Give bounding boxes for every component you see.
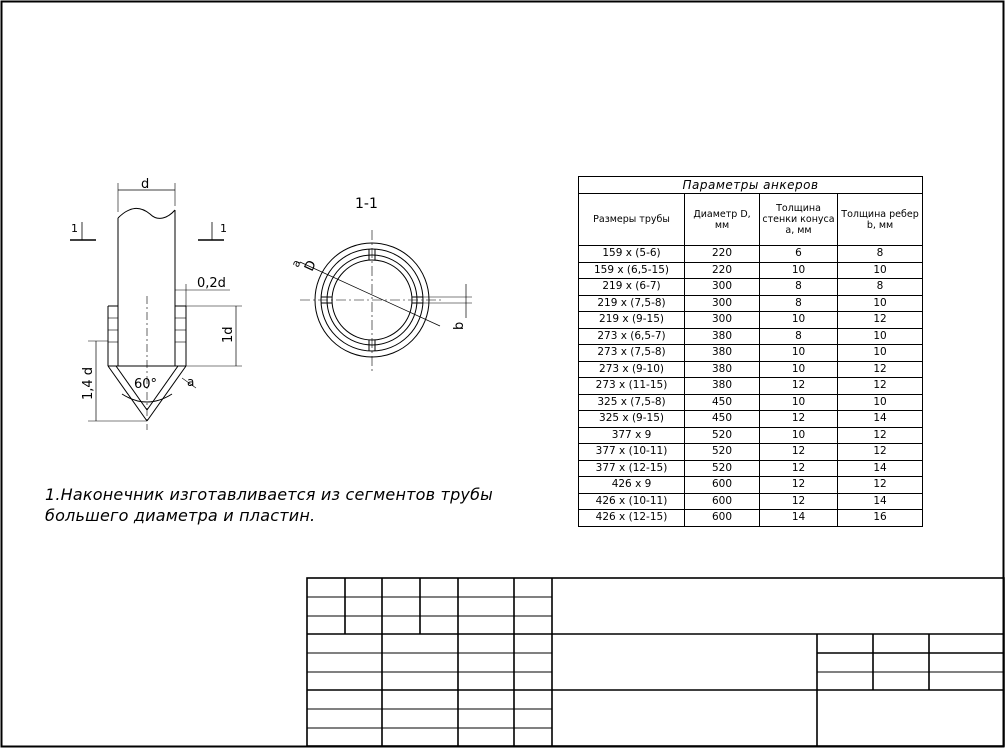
table-cell: 10 xyxy=(760,345,838,362)
table-cell: 273 x (11-15) xyxy=(579,378,685,395)
dim-D-label: D xyxy=(302,258,320,274)
dim-d-label: d xyxy=(141,177,150,192)
table-cell: 10 xyxy=(760,427,838,444)
table-cell: 219 x (9-15) xyxy=(579,312,685,329)
table-cell: 8 xyxy=(838,246,923,263)
table-cell: 14 xyxy=(838,493,923,510)
table-cell: 8 xyxy=(838,279,923,296)
section-1-1-view xyxy=(300,230,472,372)
table-cell: 8 xyxy=(760,295,838,312)
dim-a2-label: a xyxy=(288,257,304,270)
table-cell: 273 x (9-10) xyxy=(579,361,685,378)
table-cell: 325 x (9-15) xyxy=(579,411,685,428)
table-cell: 325 x (7,5-8) xyxy=(579,394,685,411)
table-cell: 12 xyxy=(838,361,923,378)
table-cell: 377 x 9 xyxy=(579,427,685,444)
table-row xyxy=(579,411,923,428)
table-row xyxy=(579,246,923,263)
table-row xyxy=(579,510,923,527)
table-cell: 10 xyxy=(838,394,923,411)
table-cell: 450 xyxy=(685,411,760,428)
table-cell: 520 xyxy=(685,444,760,461)
dim-angle-label: 60° xyxy=(134,377,158,392)
table-cell: 8 xyxy=(760,328,838,345)
table-cell: 6 xyxy=(760,246,838,263)
table-cell: 450 xyxy=(685,394,760,411)
table-row xyxy=(579,312,923,329)
table-row xyxy=(579,444,923,461)
table-row xyxy=(579,477,923,494)
table-cell: 220 xyxy=(685,246,760,263)
table-cell: 600 xyxy=(685,510,760,527)
table-cell: 16 xyxy=(838,510,923,527)
anchor-parameters-table xyxy=(578,176,923,527)
table-cell: 10 xyxy=(760,361,838,378)
section-mark-left: 1 xyxy=(71,222,78,235)
table-cell: 380 xyxy=(685,361,760,378)
table-cell: 12 xyxy=(760,411,838,428)
table-cell: 380 xyxy=(685,328,760,345)
table-cell: 12 xyxy=(760,378,838,395)
table-cell: 600 xyxy=(685,493,760,510)
dim-b-label: b xyxy=(452,321,467,330)
dim-a-label: a xyxy=(187,375,195,389)
table-row xyxy=(579,361,923,378)
table-cell: 12 xyxy=(838,444,923,461)
table-cell: 10 xyxy=(838,262,923,279)
note-line-2: большего диаметра и пластин. xyxy=(45,506,316,525)
table-cell: 220 xyxy=(685,262,760,279)
table-row xyxy=(579,279,923,296)
title-block xyxy=(307,578,1004,746)
table-cell: 8 xyxy=(760,279,838,296)
dim-02d-label: 0,2d xyxy=(197,276,226,291)
table-cell: 10 xyxy=(838,328,923,345)
table-row xyxy=(579,378,923,395)
table-cell: 12 xyxy=(838,312,923,329)
table-cell: 380 xyxy=(685,378,760,395)
table-cell: 14 xyxy=(838,460,923,477)
table-cell: 10 xyxy=(760,262,838,279)
table-cell: 300 xyxy=(685,312,760,329)
table-cell: 300 xyxy=(685,295,760,312)
table-cell: 10 xyxy=(760,394,838,411)
table-row xyxy=(579,295,923,312)
table-cell: 273 x (6,5-7) xyxy=(579,328,685,345)
table-cell: 600 xyxy=(685,477,760,494)
header-cone-wall: Толщина стенки конуса a, мм xyxy=(760,194,838,246)
table-cell: 300 xyxy=(685,279,760,296)
table-cell: 219 x (6-7) xyxy=(579,279,685,296)
note-line-1: 1.Наконечник изготавливается из сегментов трубы xyxy=(45,485,493,504)
table-cell: 10 xyxy=(838,295,923,312)
dim-14d-label: 1,4 d xyxy=(81,366,96,400)
table-cell: 12 xyxy=(760,460,838,477)
table-cell: 377 x (10-11) xyxy=(579,444,685,461)
table-row xyxy=(579,427,923,444)
table-row xyxy=(579,493,923,510)
table-cell: 12 xyxy=(760,444,838,461)
table-cell: 426 x (10-11) xyxy=(579,493,685,510)
table-row xyxy=(579,345,923,362)
table-cell: 426 x (12-15) xyxy=(579,510,685,527)
table-caption: Параметры анкеров xyxy=(579,177,923,194)
table-cell: 10 xyxy=(838,345,923,362)
table-cell: 273 x (7,5-8) xyxy=(579,345,685,362)
table-cell: 14 xyxy=(838,411,923,428)
dim-1d-label: 1d xyxy=(221,326,236,343)
table-cell: 520 xyxy=(685,460,760,477)
table-row xyxy=(579,328,923,345)
table-row xyxy=(579,262,923,279)
table-row xyxy=(579,460,923,477)
table-cell: 12 xyxy=(838,477,923,494)
table-cell: 159 x (5-6) xyxy=(579,246,685,263)
header-diameter: Диаметр D, мм xyxy=(685,194,760,246)
table-cell: 14 xyxy=(760,510,838,527)
table-cell: 377 x (12-15) xyxy=(579,460,685,477)
header-rib-thickness: Толщина ребер b, мм xyxy=(838,194,923,246)
table-cell: 12 xyxy=(838,378,923,395)
table-row xyxy=(579,394,923,411)
table-cell: 159 x (6,5-15) xyxy=(579,262,685,279)
table-body xyxy=(579,246,923,527)
table-cell: 520 xyxy=(685,427,760,444)
table-cell: 10 xyxy=(760,312,838,329)
table-cell: 426 x 9 xyxy=(579,477,685,494)
table-cell: 12 xyxy=(760,493,838,510)
table-cell: 12 xyxy=(838,427,923,444)
table-cell: 219 x (7,5-8) xyxy=(579,295,685,312)
note-text xyxy=(45,484,515,526)
table-cell: 380 xyxy=(685,345,760,362)
section-title: 1-1 xyxy=(355,196,378,212)
header-pipe-size: Размеры трубы xyxy=(579,194,685,246)
table-cell: 12 xyxy=(760,477,838,494)
section-mark-right: 1 xyxy=(220,222,227,235)
